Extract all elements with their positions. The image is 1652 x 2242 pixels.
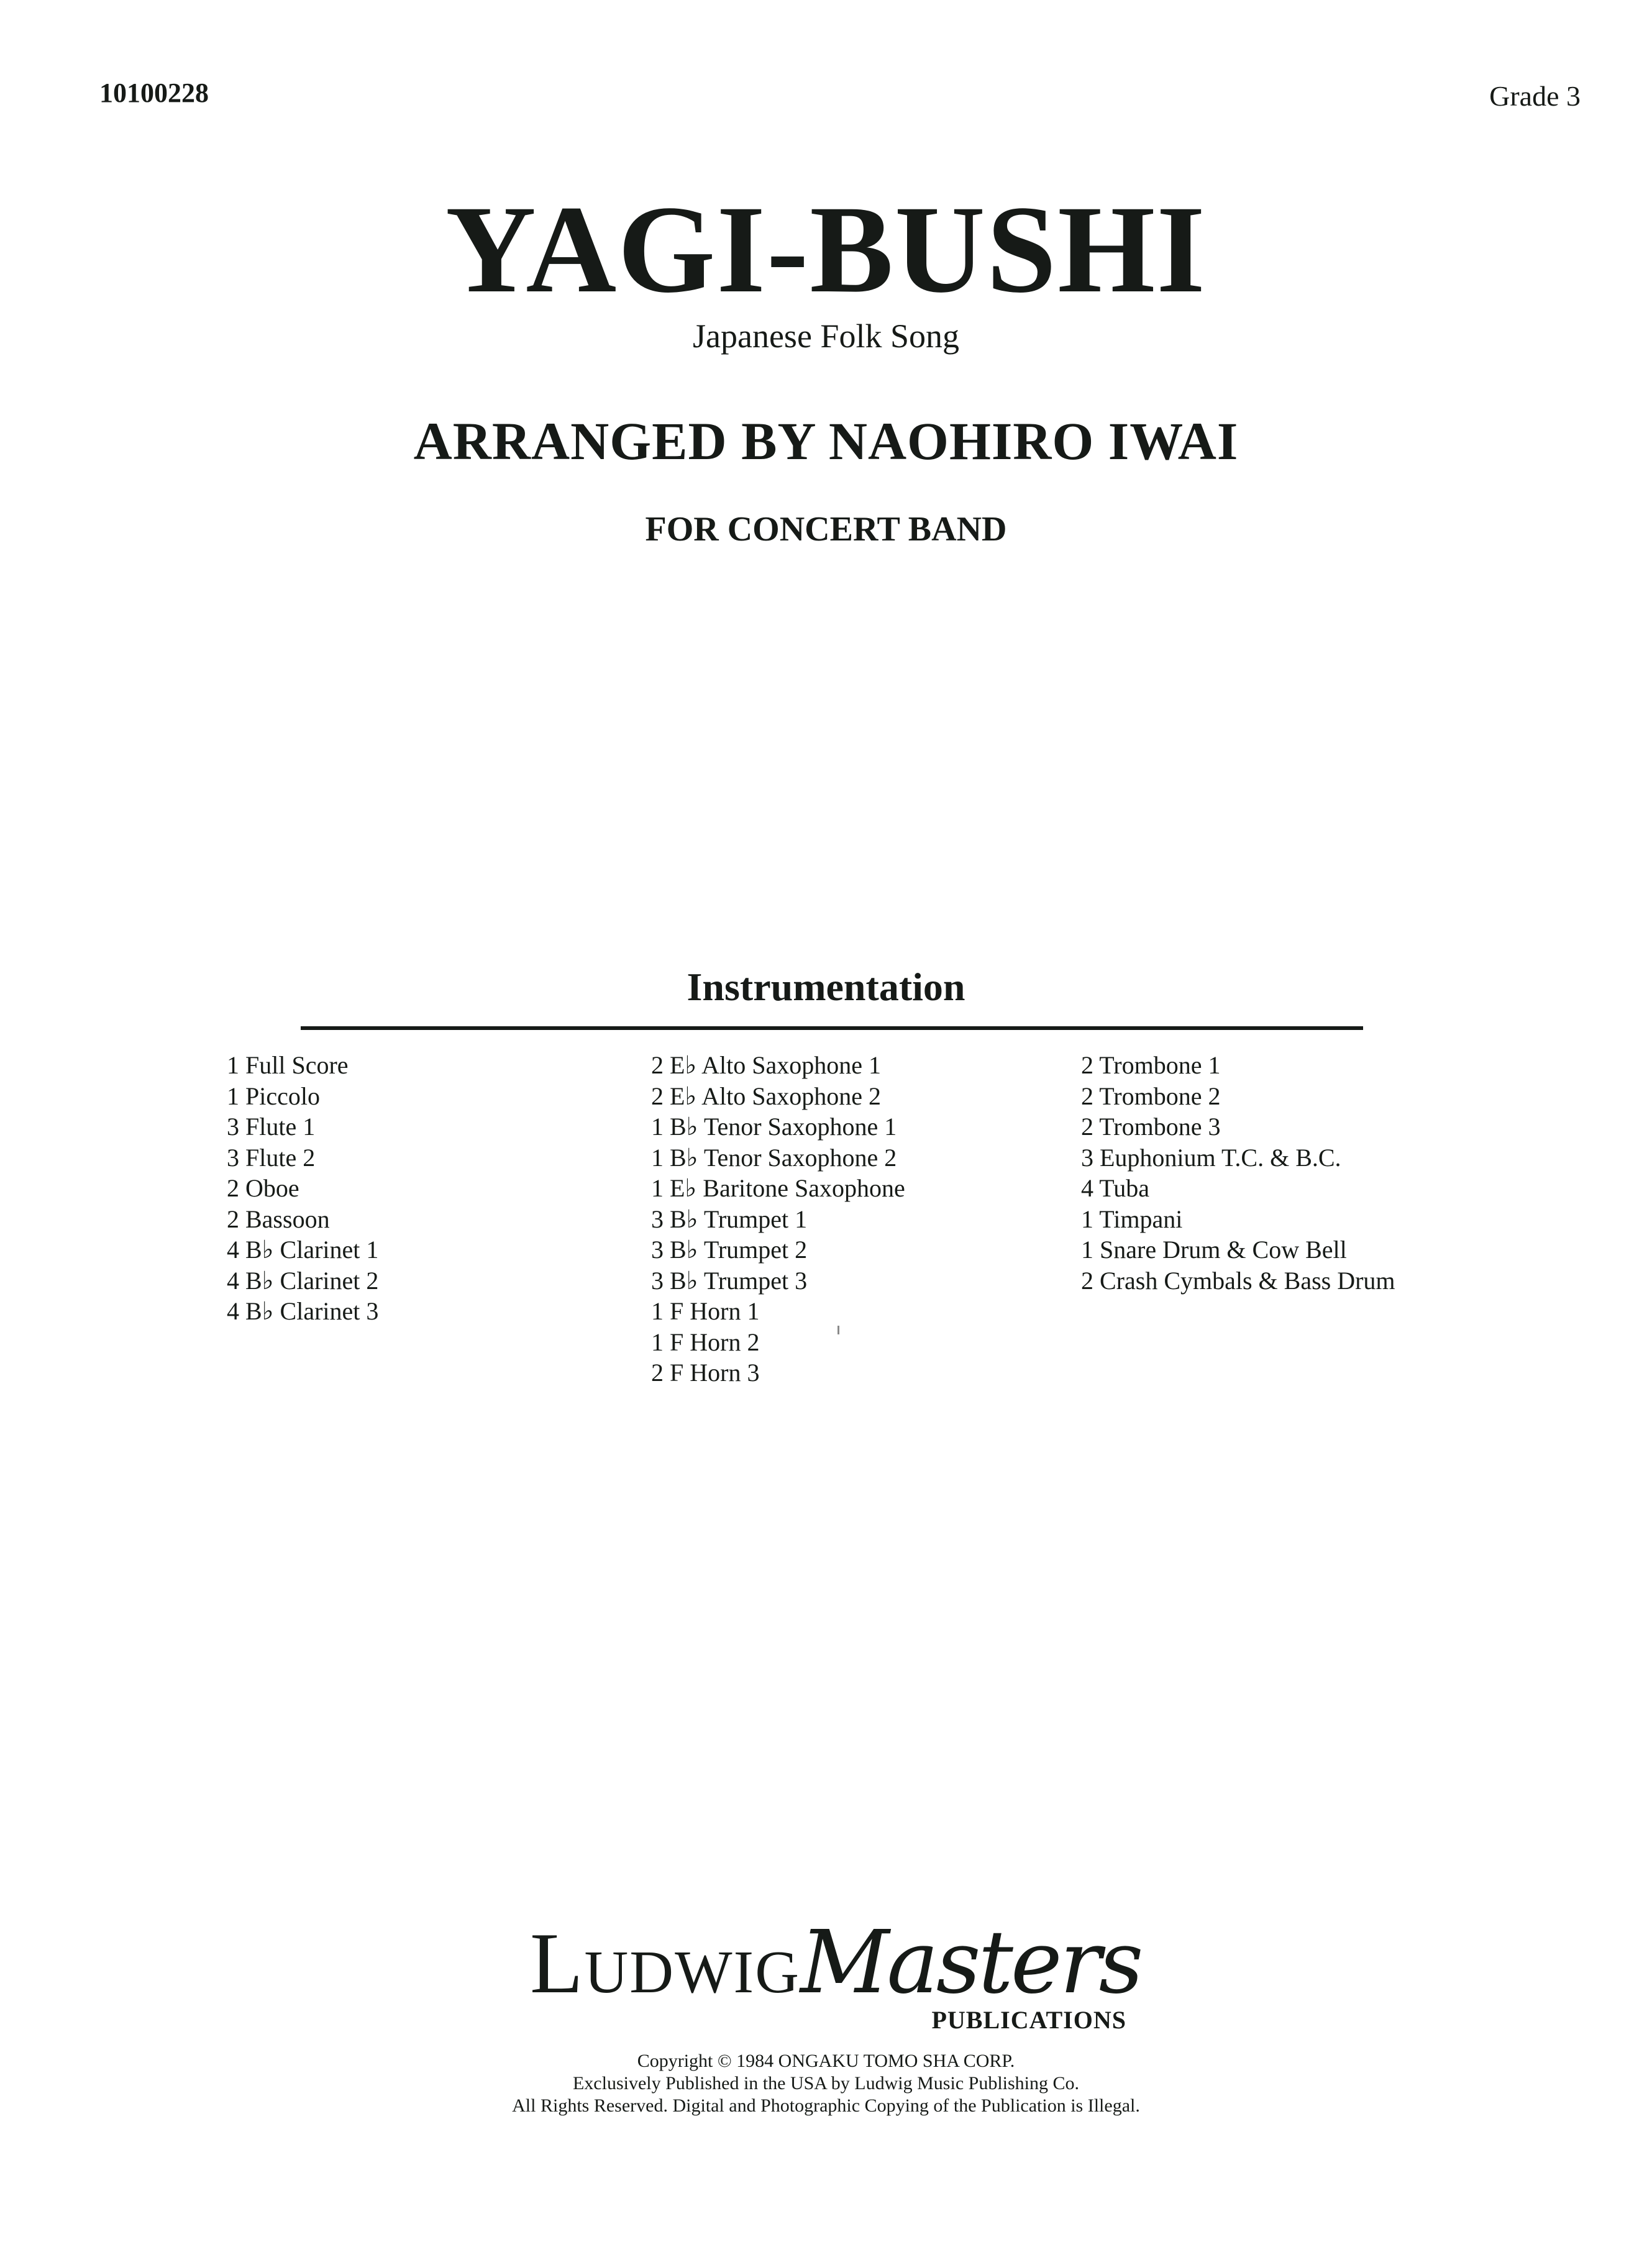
copyright-line: Exclusively Published in the USA by Ludwig Music Publishing Co. [572,2073,1080,2094]
instrument-column-3 [1081,1050,1395,1296]
instrument-item: 2 E♭ Alto Saxophone 2 [651,1082,881,1110]
copyright-notice [0,2050,1652,2117]
logo-masters: Masters [800,1912,1141,2013]
publisher-logo [530,1912,1141,2044]
instrument-item: 4 B♭ Clarinet 3 [227,1297,379,1325]
instrumentation-divider [301,1026,1363,1030]
instrument-item: 2 Trombone 2 [1081,1082,1221,1110]
logo-ludwig: Ludwig [530,1915,800,2012]
instrument-item: 3 B♭ Trumpet 1 [651,1205,808,1233]
instrument-item: 1 F Horn 2 [651,1328,760,1356]
instrument-item: 2 Bassoon [227,1205,330,1233]
instrument-item: 2 Trombone 3 [1081,1113,1221,1141]
instrument-item: 3 B♭ Trumpet 3 [651,1266,808,1295]
instrument-item: 1 F Horn 1 [651,1297,760,1325]
instrument-item: 2 E♭ Alto Saxophone 1 [651,1051,881,1079]
instrument-column-2 [651,1050,905,1388]
instrument-item: 2 Crash Cymbals & Bass Drum [1081,1266,1395,1295]
arranger-credit: ARRANGED BY NAOHIRO IWAI [413,411,1239,471]
instrument-item: 4 B♭ Clarinet 2 [227,1266,379,1295]
instrument-item: 1 E♭ Baritone Saxophone [651,1174,905,1202]
instrument-item: 1 Timpani [1081,1205,1183,1233]
instrument-item: 1 Full Score [227,1051,349,1079]
instrument-item: 1 B♭ Tenor Saxophone 2 [651,1143,897,1172]
instrument-item: 3 Flute 2 [227,1143,316,1172]
instrument-item: 4 Tuba [1081,1174,1150,1202]
ensemble-label: FOR CONCERT BAND [645,510,1007,549]
instrument-column-1 [227,1050,378,1327]
instrument-item: 1 Piccolo [227,1082,320,1110]
grade-label: Grade 3 [1489,80,1581,112]
copyright-line: All Rights Reserved. Digital and Photographic Copying of the Publication is Illegal. [512,2095,1140,2116]
instrumentation-heading: Instrumentation [687,965,965,1009]
catalog-number: 10100228 [99,78,209,108]
instrument-item: 2 F Horn 3 [651,1359,760,1387]
scan-speck [837,1326,839,1334]
instrument-item: 3 B♭ Trumpet 2 [651,1236,808,1264]
subtitle: Japanese Folk Song [693,317,959,355]
instrument-item: 2 Trombone 1 [1081,1051,1221,1079]
instrument-item: 1 Snare Drum & Cow Bell [1081,1236,1347,1264]
copyright-line: Copyright © 1984 ONGAKU TOMO SHA CORP. [637,2051,1015,2071]
instrument-item: 3 Flute 1 [227,1113,316,1141]
page-title: YAGI-BUSHI [445,180,1207,319]
logo-tagline: PUBLICATIONS [931,2006,1126,2034]
instrument-item: 3 Euphonium T.C. & B.C. [1081,1143,1341,1172]
instrument-item: 2 Oboe [227,1174,299,1202]
instrument-item: 1 B♭ Tenor Saxophone 1 [651,1113,897,1141]
instrument-item: 4 B♭ Clarinet 1 [227,1236,379,1264]
